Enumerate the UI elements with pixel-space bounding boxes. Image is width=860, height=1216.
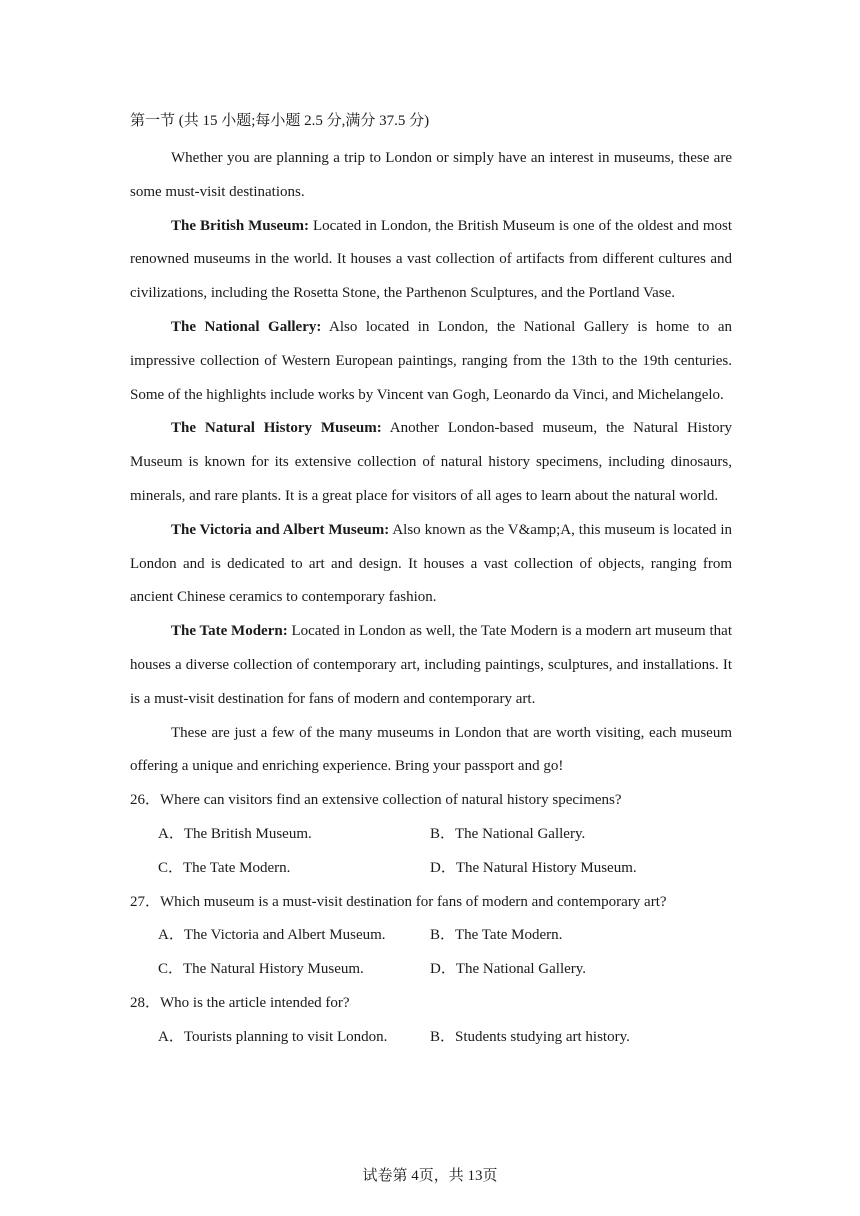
museum-description: Also known as the V&amp;A, this museum is located in London and is dedicated to art and design. It houses a vast collection of objects, ranging from ancient Chinese ceramics to contemporary fashion. [130,521,733,606]
question-stem: 28．Who is the article intended for? [130,994,350,1011]
options-row [130,1021,732,1055]
museum-name: The Tate Modern: [171,623,288,640]
museum-name: The National Gallery: [171,318,322,335]
museum-paragraph [130,615,732,716]
museum-name: The Natural History Museum: [171,420,382,437]
option-b: B．Students studying art history. [430,1028,630,1045]
museum-paragraph [130,412,732,513]
museum-description: Located in London as well, the Tate Modern is a modern art museum that houses a diverse collection of contemporary art, including paintings, sculptures, and installations. It is a must-visit destination for fans of modern and contemporary art. [130,623,732,707]
museum-name: The Victoria and Albert Museum: [171,521,390,538]
museum-description: Located in London, the British Museum is one of the oldest and most renowned museums in the world. It houses a vast collection of artifacts from different cultures and civilizations, including the Rosetta Stone, the Parthenon Sculptures, and the Portland Vase. [130,217,732,302]
museum-description: Also located in London, the National Gallery is home to an impressive collection of Western European paintings, ranging from the 13th to the 19th centuries. Some of the highlights include works by Vincent van Gogh, Leonardo da Vinci, and Michelangelo. [130,318,732,403]
section-title: 第一节 (共 15 小题;每小题 2.5 分,满分 37.5 分) [130,113,430,129]
option-a: A．Tourists planning to visit London. [158,1028,388,1045]
museum-paragraph [130,311,732,412]
options-row [130,919,732,953]
question-stem: 27．Which museum is a must-visit destination for fans of modern and contemporary art? [130,893,667,910]
museum-description: Another London-based museum, the Natural History Museum is known for its extensive collection of natural history specimens, including dinosaurs, minerals, and rare plants. It is a great place for visitors of all ages to learn about the natural world. [130,420,732,504]
option-b: B．The National Gallery. [430,825,586,842]
option-c: C．The Tate Modern. [158,859,291,876]
passage-closing: These are just a few of the many museums in London that are worth visiting, each museum offering a unique and enriching experience. Bring your passport and go! [130,724,732,775]
option-d: D．The Natural History Museum. [430,859,637,876]
option-a: A．The Victoria and Albert Museum. [158,927,386,944]
museum-paragraph [130,514,732,615]
museum-name: The British Museum: [171,217,309,234]
page-footer: 试卷第 4页，共 13页 [362,1168,498,1184]
question-stem: 26．Where can visitors find an extensive collection of natural history specimens? [130,792,622,809]
options-row [130,953,732,987]
options-row [130,818,732,852]
page-content [130,108,732,1055]
museum-paragraph [130,210,732,311]
option-c: C．The Natural History Museum. [158,961,364,978]
option-b: B．The Tate Modern. [430,927,563,944]
option-d: D．The National Gallery. [430,961,587,978]
options-row [130,852,732,886]
option-a: A．The British Museum. [158,825,312,842]
passage-intro: Whether you are planning a trip to London or simply have an interest in museums, these are some must-visit destinations. [130,150,732,200]
